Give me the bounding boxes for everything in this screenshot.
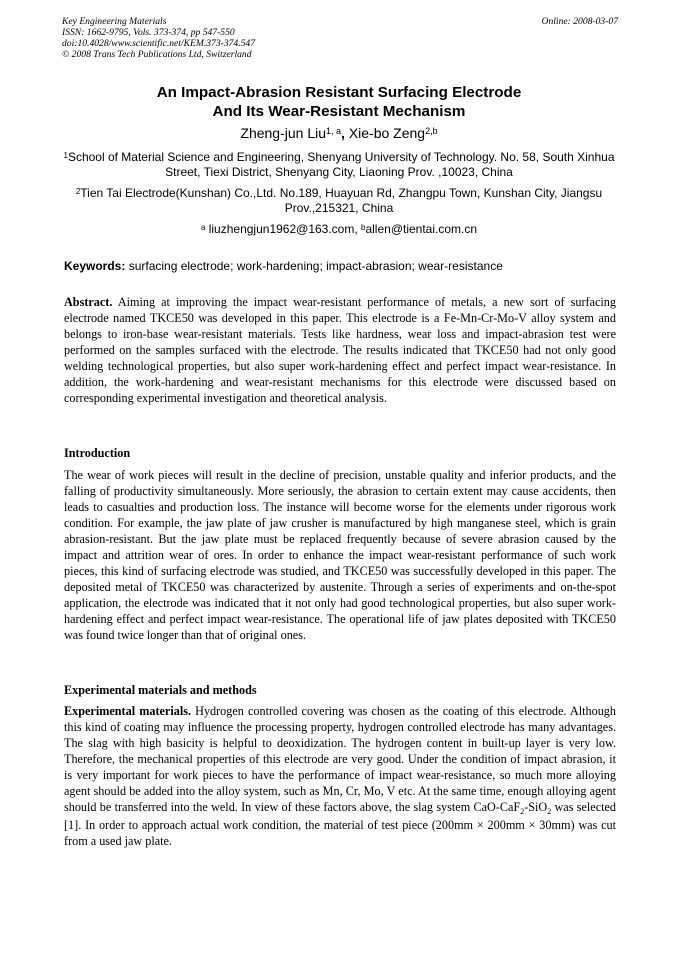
abstract (64, 294, 616, 406)
issn-line: ISSN: 1662-9795, Vols. 373-374, pp 547-550 (62, 27, 235, 38)
paper-title (62, 83, 616, 121)
title-line-2: And Its Wear-Resistant Mechanism (212, 103, 466, 120)
online-date: Online: 2008-03-07 (541, 16, 618, 27)
introduction-paragraph: The wear of work pieces will result in the decline of precision, unstable quality and inferior products, and the falling of productivity simultaneously. More seriously, the abrasion to certain extent may cause accidents, then leads to casualties and production loss. The instance will become worse for the elements under rigorous work condition. For example, the jaw plate of jaw crusher is manufactured by high manganese steel, which is grain abrasion-resistant. But the jaw plate must be replaced frequently because of severe abrasion caused by the impact and attrition wear of ores. In order to enhance the impact wear-resistant performance of such work pieces, this kind of surfacing electrode was studied, and TKCE50 was successfully developed in this paper. The deposited metal of TKCE50 was characterized by austenite. Through a series of experiments and on-the-spot application, the electrode was indicated that it not only had good technological properties, but also super work-hardening effect and perfect impact wear-resistance. The operational life of jaw plates deposited with TKCE50 was found twice longer than that of original ones. (64, 468, 616, 642)
keywords (64, 259, 616, 274)
affiliation-2-number: 2 (75, 187, 81, 196)
email-line (62, 222, 616, 237)
author-2: Xie-bo Zeng (348, 125, 426, 141)
affiliation-1-number: 1 (63, 151, 68, 160)
introduction-heading: Introduction (64, 446, 131, 460)
journal-header (62, 16, 618, 60)
experimental-materials-label: Experimental materials. (64, 704, 191, 718)
author-list (62, 124, 616, 142)
author-1-affiliation: 1, a (326, 126, 342, 136)
title-line-1: An Impact-Abrasion Resistant Surfacing Electrode (156, 84, 522, 101)
email-b: allen@tientai.com.cn (365, 222, 478, 236)
affiliation-2 (62, 186, 616, 216)
affiliation-1-text: School of Material Science and Engineering, Shenyang University of Technology. No. 58, South Xinhua Street, Tiexi District, Shenyang City, Liaoning Prov. ,10023, China (67, 150, 615, 179)
email-b-marker: b (361, 223, 366, 232)
author-separator: , (341, 125, 349, 141)
methods-text-part-1: Hydrogen controlled covering was chosen as the coating of this electrode. Although this kind of coating may influence the processing property, hydrogen controlled electrode has many advantages. The slag with high basicity is helpful to deoxidization. The hydrogen content in built-up layer is very low. Therefore, the mechanical properties of this electrode are very good. Under the condition of impact abrasion, it is very important for work pieces to have the performance of impact wear-resistance, so much more alloying agent should be added into the alloy system, such as Mn, Cr, Mo, V etc. At the same time, enough alloying agent should be transferred into the weld. In view of these factors above, the slag system CaO-CaF (64, 704, 616, 814)
subscript-2b: 2 (547, 807, 552, 816)
affiliation-2-text: Tien Tai Electrode(Kunshan) Co.,Ltd. No.189, Huayuan Rd, Zhangpu Town, Kunshan City, Jiangsu Prov.,215321, China (80, 186, 603, 215)
methods-text-part-3: was selected [1]. In order to approach actual work condition, the material of test piece (200mm × 200mm × 30mm) was cut from a used jaw plate. (64, 800, 617, 848)
doi-line: doi:10.4028/www.scientific.net/KEM.373-374.547 (62, 38, 256, 49)
subscript-2a: 2 (520, 807, 525, 816)
author-1: Zheng-jun Liu (240, 125, 327, 141)
methods-text-part-2: -SiO (524, 800, 548, 814)
abstract-label: Abstract. (64, 295, 113, 309)
experimental-materials-paragraph (64, 703, 616, 849)
email-a: liuzhengjun1962@163.com, (205, 222, 362, 236)
affiliation-1 (62, 150, 616, 180)
copyright-line: © 2008 Trans Tech Publications Ltd, Switzerland (62, 49, 252, 60)
journal-name: Key Engineering Materials (62, 16, 167, 27)
keywords-text: surfacing electrode; work-hardening; impact-abrasion; wear-resistance (125, 259, 503, 273)
author-2-affiliation: 2,b (425, 126, 438, 136)
email-a-marker: a (200, 223, 206, 232)
abstract-text: Aiming at improving the impact wear-resistant performance of metals, a new sort of surfacing electrode named TKCE50 was developed in this paper. This electrode is a Fe-Mn-Cr-Mo-V alloy system and belongs to iron-base wear-resistant materials. Tests like hardness, wear loss and impact-abrasion test were performed on the samples surfaced with the electrode. The results indicated that TKCE50 had not only good welding technological properties, but also super work-hardening effect and perfect impact wear-resistance. In addition, the work-hardening and wear-resistant mechanisms for this electrode were discussed based on corresponding experimental investigation and theoretical analysis. (64, 295, 616, 405)
methods-heading: Experimental materials and methods (64, 683, 257, 697)
keywords-label: Keywords: (64, 259, 126, 273)
